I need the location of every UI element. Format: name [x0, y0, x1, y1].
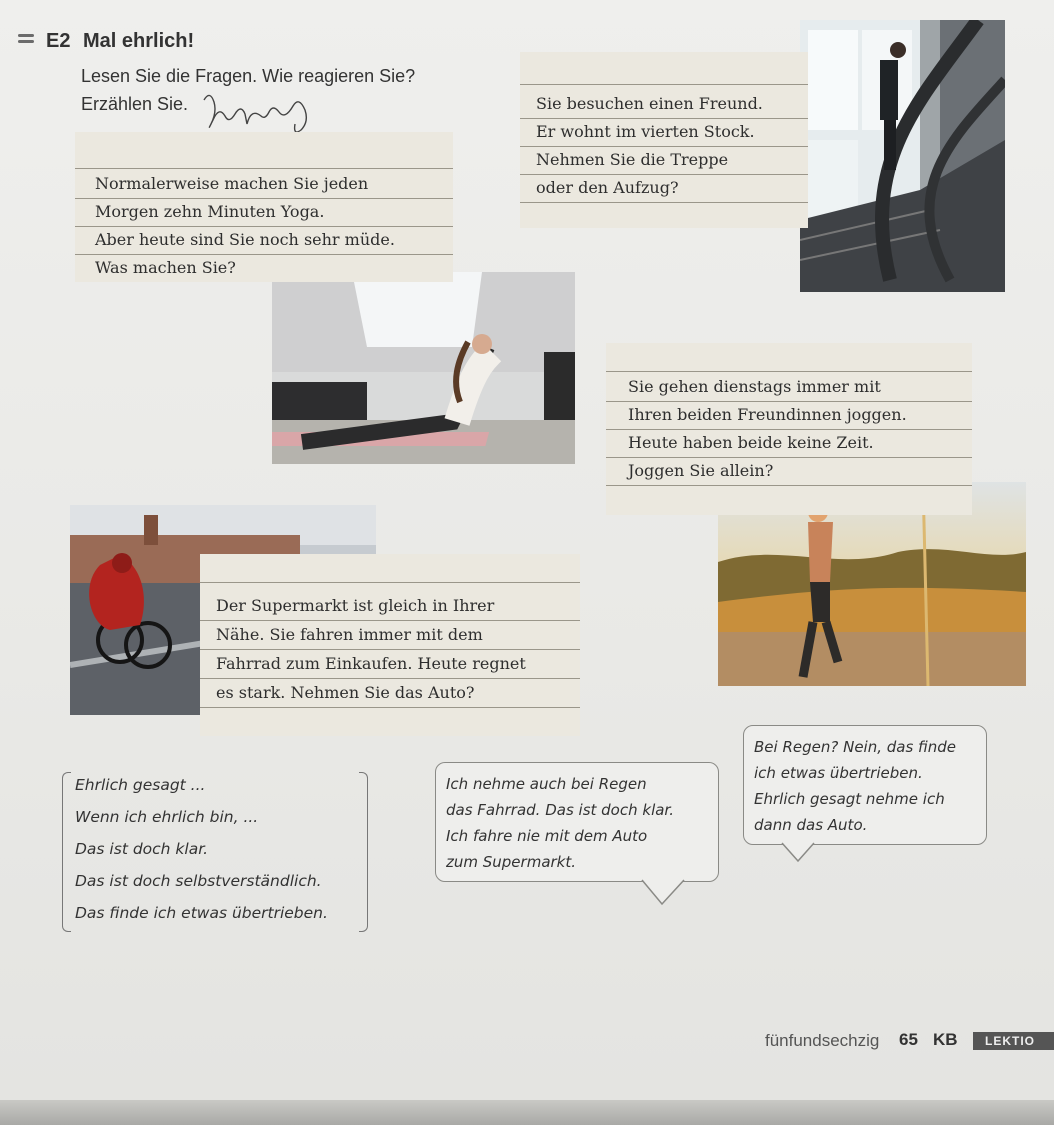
phrase-3: Das ist doch klar. [75, 840, 209, 858]
card-bike-line-3: Fahrrad zum Einkaufen. Heute regnet [200, 650, 580, 679]
exercise-icon [18, 34, 34, 50]
phrase-5: Das finde ich etwas übertrieben. [75, 904, 328, 922]
card-stairs-line-4: oder den Aufzug? [520, 174, 808, 203]
yoga-photo [272, 272, 575, 464]
card-yoga [75, 132, 453, 282]
bubble-2-line-3: Ehrlich gesagt nehme ich [754, 790, 945, 808]
handwritten-scribble [200, 86, 350, 136]
card-stairs-line-1: Sie besuchen einen Freund. [520, 90, 808, 119]
card-bike-line-4: es stark. Nehmen Sie das Auto? [200, 679, 580, 708]
card-yoga-line-4: Was machen Sie? [95, 258, 236, 277]
card-stairs-line-2: Er wohnt im vierten Stock. [520, 118, 808, 147]
bubble-2-line-1: Bei Regen? Nein, das finde [754, 738, 956, 756]
card-bike [200, 554, 580, 736]
bubble-2-line-4: dann das Auto. [754, 816, 868, 834]
card-jogging-line-1: Sie gehen dienstags immer mit [606, 373, 972, 402]
phrase-4: Das ist doch selbstverständlich. [75, 872, 322, 890]
section-label: KB [933, 1030, 958, 1049]
speech-bubble-2 [743, 725, 987, 845]
page-number-word: fünfundsechzig [765, 1031, 880, 1050]
bubble-1-line-2: das Fahrrad. Das ist doch klar. [446, 801, 674, 819]
bracket-left [62, 772, 71, 932]
instruction-line-1: Lesen Sie die Fragen. Wie reagieren Sie? [81, 66, 416, 86]
card-bike-line-2: Nähe. Sie fahren immer mit dem [200, 621, 580, 650]
phrase-2: Wenn ich ehrlich bin, ... [75, 808, 259, 826]
card-jogging-line-3: Heute haben beide keine Zeit. [606, 429, 972, 458]
exercise-code: E2 [46, 30, 71, 52]
bubble-2-tail [780, 841, 820, 865]
card-yoga-line-2: Morgen zehn Minuten Yoga. [75, 198, 453, 227]
instruction-line-2: Erzählen Sie. [81, 94, 189, 114]
phrases-box [62, 772, 368, 930]
page-number: 65 [899, 1030, 918, 1049]
card-bike-line-1: Der Supermarkt ist gleich in Ihrer [200, 592, 580, 621]
bubble-1-line-1: Ich nehme auch bei Regen [446, 775, 647, 793]
card-jogging-line-4: Joggen Sie allein? [606, 457, 972, 486]
page-edge-shadow [0, 1100, 1054, 1125]
bubble-1-line-3: Ich fahre nie mit dem Auto [446, 827, 648, 845]
bracket-right [359, 772, 368, 932]
exercise-title: Mal ehrlich! [83, 30, 195, 52]
bubble-1-line-4: zum Supermarkt. [446, 853, 577, 871]
card-yoga-line-3: Aber heute sind Sie noch sehr müde. [75, 226, 453, 255]
stairs-photo [800, 20, 1005, 292]
card-stairs-line-3: Nehmen Sie die Treppe [520, 146, 808, 175]
bubble-1-tail [640, 878, 690, 908]
lesson-tab: LEKTIO [973, 1032, 1054, 1050]
phrase-1: Ehrlich gesagt ... [75, 776, 206, 794]
card-jogging [606, 343, 972, 515]
bubble-2-line-2: ich etwas übertrieben. [754, 764, 923, 782]
card-stairs [520, 52, 808, 228]
card-jogging-line-2: Ihren beiden Freundinnen joggen. [606, 401, 972, 430]
card-yoga-line-1: Normalerweise machen Sie jeden [75, 170, 453, 199]
speech-bubble-1 [435, 762, 719, 882]
